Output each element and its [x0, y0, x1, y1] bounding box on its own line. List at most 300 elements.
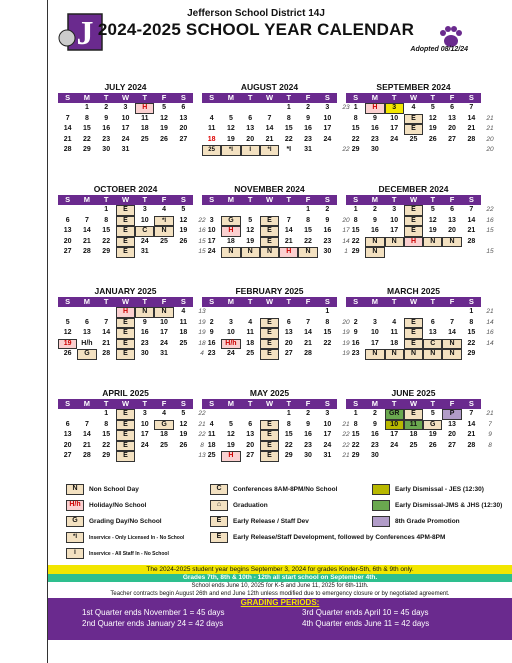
month-title: DECEMBER 2024	[346, 184, 481, 195]
day-cell: E	[260, 441, 279, 452]
day-cell: 12	[227, 125, 235, 132]
legend-early-release-conf: E Early Release/Staff Development, followed by Conferences 4PM-8PM	[210, 532, 445, 543]
weekday-header: S M T W T F S	[58, 297, 193, 307]
day-cell	[202, 307, 221, 318]
day-cell: 26	[179, 441, 188, 449]
day-cell: 17	[160, 329, 168, 336]
day-cell: 10	[371, 329, 379, 336]
weekday-header: S M T W T F S	[346, 399, 481, 409]
day-cell: 1	[104, 410, 109, 417]
day-cell: 12	[179, 216, 188, 224]
legend-non-school: N Non School Day	[66, 484, 139, 495]
day-cell	[174, 451, 193, 462]
day-cell: 7	[65, 114, 70, 122]
grading-q4: 4th Quarter ends June 11 = 42 days	[302, 619, 430, 628]
day-counts: 22 21 22 8 13	[198, 410, 206, 459]
day-cell: 17	[121, 125, 130, 132]
day-cell: 13	[448, 216, 456, 224]
day-cell: 6	[84, 318, 89, 326]
day-cell: N	[365, 237, 384, 248]
day-cell: N	[135, 307, 154, 318]
day-cell: G	[423, 420, 442, 431]
day-cell	[346, 307, 365, 318]
day-cell: 22	[323, 339, 332, 347]
day-cell: E	[116, 349, 135, 360]
day-cell: 8	[353, 420, 358, 428]
weekday-header: S M T W T F S	[58, 195, 193, 205]
day-cell: 26	[160, 135, 168, 143]
day-cell: 7	[469, 206, 474, 213]
day-cell: E	[404, 114, 423, 125]
day-cell: 15	[467, 329, 476, 336]
day-cell: 30	[140, 350, 149, 357]
day-cell	[241, 103, 260, 114]
day-cell	[423, 451, 442, 462]
day-cell: 20	[448, 125, 456, 132]
day-cell: 6	[450, 206, 455, 213]
month-title: AUGUST 2024	[202, 82, 337, 93]
month-7	[202, 286, 337, 360]
day-cell: 8	[325, 318, 330, 326]
day-counts: 22 16 15 15	[486, 206, 494, 255]
day-cell: 27	[179, 135, 188, 143]
day-cell	[279, 205, 298, 216]
day-cell: 25	[207, 452, 216, 459]
day-cell: N	[423, 237, 442, 248]
legend-holiday: H/h Holiday/No School	[66, 500, 146, 511]
day-cell: 16	[351, 339, 360, 347]
day-grid	[346, 307, 481, 360]
day-cell	[404, 247, 423, 258]
weekday-header: S M T W T F S	[202, 93, 337, 103]
day-cell: 13	[179, 114, 188, 122]
day-grid	[346, 103, 481, 156]
day-cell: N	[365, 349, 384, 360]
day-grid	[202, 409, 337, 462]
day-cell: 24	[140, 441, 149, 449]
day-cell: 30	[371, 146, 379, 153]
day-cell: 21	[102, 339, 111, 347]
day-cell: 6	[286, 318, 291, 326]
day-cell	[58, 103, 77, 114]
day-cell: 15	[102, 431, 111, 438]
day-cell: E	[260, 328, 279, 339]
day-cell: 16	[102, 125, 111, 132]
day-cell: E	[260, 430, 279, 441]
day-cell: 23	[304, 441, 312, 449]
day-cell: 10	[140, 420, 149, 428]
day-cell: 15	[284, 431, 293, 438]
day-cell: H	[279, 247, 298, 258]
day-cell	[318, 145, 337, 156]
day-cell: 18	[179, 329, 188, 336]
month-title: JUNE 2025	[346, 388, 481, 399]
day-cell: 26	[179, 237, 188, 245]
day-cell: 23	[102, 135, 111, 143]
legend-early-release: E Early Release / Staff Dev	[210, 516, 309, 527]
day-cell: 11	[207, 431, 216, 438]
day-cell	[260, 103, 279, 114]
day-cell: 16	[140, 329, 149, 336]
day-cell	[58, 409, 77, 420]
weekday-header: S M T W T F S	[346, 93, 481, 103]
day-cell: 27	[63, 248, 72, 255]
day-cell	[241, 409, 260, 420]
day-cell: E	[260, 237, 279, 248]
day-cell: 16	[207, 339, 216, 347]
day-cell: 14	[83, 431, 91, 438]
day-cell: 24	[207, 248, 216, 255]
day-cell: 24	[227, 350, 235, 357]
day-cell: 13	[428, 329, 437, 336]
day-cell: 23	[323, 237, 332, 245]
note-contracts: Teacher contracts begin August 26th and end June 12th unless modified due to emergency closure or by negotiated agreement.	[110, 591, 450, 597]
day-cell: G	[77, 349, 96, 360]
day-cell: 15	[351, 227, 360, 234]
day-cell: H	[221, 226, 240, 237]
day-cell: 4	[392, 318, 397, 326]
legend-promotion: 8th Grade Promotion	[372, 516, 460, 527]
day-cell: 21	[83, 441, 91, 449]
day-grid	[58, 205, 193, 258]
day-cell: 3	[392, 206, 397, 213]
day-cell	[97, 307, 116, 318]
day-cell: 3	[142, 206, 147, 213]
day-cell	[202, 205, 221, 216]
legend-early-dismissal-jes: Early Dismissal - JES (12:30)	[372, 484, 484, 495]
day-counts: 22 16 15 15	[198, 216, 206, 255]
day-cell: 14	[102, 329, 111, 336]
day-cell: 1	[286, 104, 291, 111]
day-cell: 31	[140, 248, 149, 255]
day-cell: 7	[286, 216, 291, 224]
day-cell: 24	[160, 339, 168, 347]
month-title: SEPTEMBER 2024	[346, 82, 481, 93]
day-cell: 1	[353, 410, 358, 417]
day-cell: 8	[353, 216, 358, 224]
day-cell: 13	[63, 431, 72, 438]
day-cell	[241, 307, 260, 318]
day-cell: 29	[83, 146, 91, 153]
day-cell: 24	[390, 441, 399, 449]
day-cell: 14	[284, 227, 293, 234]
day-cell: 7	[84, 216, 89, 224]
day-cell	[462, 451, 481, 462]
day-cell: 3	[209, 216, 214, 224]
day-cell: 8	[286, 420, 291, 428]
day-cell: 10	[390, 114, 399, 122]
day-cell	[404, 145, 423, 156]
day-cell: 6	[430, 318, 435, 326]
day-cell	[298, 307, 317, 318]
day-cell	[135, 145, 154, 156]
day-cell: 29	[351, 452, 360, 459]
day-cell: H	[404, 237, 423, 248]
day-cell: 20	[448, 227, 456, 234]
day-cell	[154, 451, 173, 462]
day-cell	[174, 349, 193, 360]
day-cell: 11	[390, 329, 398, 336]
day-cell: 23	[304, 135, 312, 143]
day-cell	[260, 205, 279, 216]
day-cell: 8	[104, 216, 109, 224]
day-cell: 25	[160, 441, 168, 449]
day-cell: 15	[351, 431, 360, 438]
day-cell	[385, 247, 404, 258]
day-cell: 10	[121, 114, 130, 122]
grading-q3: 3rd Quarter ends April 10 = 45 days	[302, 608, 429, 617]
day-cell: 6	[248, 420, 253, 428]
legend-graduation: ⌂ Graduation	[210, 500, 268, 511]
day-cell: 22	[351, 135, 360, 143]
day-cell: 17	[371, 339, 379, 347]
day-cell: 28	[467, 237, 476, 245]
day-cell	[58, 307, 77, 318]
day-cell: 20	[246, 135, 255, 143]
day-cell: 24	[323, 135, 332, 143]
day-cell	[442, 307, 461, 318]
day-cell: 19	[428, 431, 437, 438]
day-cell: H	[116, 307, 135, 318]
day-cell	[385, 145, 404, 156]
day-cell: 7	[267, 114, 272, 122]
day-cell: 4	[162, 410, 167, 417]
day-cell: E	[116, 216, 135, 227]
day-cell: 16	[323, 227, 332, 234]
day-cell: 24	[323, 441, 332, 449]
day-cell: 13	[246, 431, 255, 438]
day-cell: 17	[390, 125, 399, 132]
day-cell	[221, 103, 240, 114]
day-cell: 26	[428, 135, 437, 143]
day-cell: H	[365, 103, 384, 114]
day-cell: E	[116, 318, 135, 329]
day-cell: 19	[227, 441, 235, 449]
day-counts: 21 7 9 8	[486, 410, 494, 449]
day-cell: 14	[63, 125, 72, 132]
day-cell: 22	[284, 135, 293, 143]
day-cell: 7	[84, 420, 89, 428]
grading-q1: 1st Quarter ends November 1 = 45 days	[82, 608, 225, 617]
day-counts: 20 19 19 19	[342, 318, 350, 357]
day-cell: 22	[304, 237, 312, 245]
day-cell	[442, 145, 461, 156]
day-cell: 17	[390, 227, 399, 234]
weekday-header: S M T W T F S	[58, 93, 193, 103]
day-cell	[221, 307, 240, 318]
day-cell: 12	[160, 114, 168, 122]
adopted-date: Adopted 08/12/24	[410, 46, 468, 53]
day-cell: 2	[325, 206, 330, 213]
day-cell: 29	[351, 146, 360, 153]
day-cell: 9	[142, 318, 147, 326]
day-cell: H/h	[81, 339, 93, 347]
day-cell: 6	[65, 420, 70, 428]
day-cell: 18	[140, 125, 149, 132]
day-cell: GR	[385, 409, 404, 420]
day-cell	[154, 247, 173, 258]
day-cell	[202, 409, 221, 420]
day-cell: E	[404, 328, 423, 339]
day-cell: 10	[227, 329, 235, 336]
day-cell: E	[404, 216, 423, 227]
day-cell: 27	[246, 452, 255, 459]
day-cell: 14	[448, 329, 456, 336]
day-cell: 4	[248, 318, 253, 326]
day-cell: 7	[469, 410, 474, 417]
day-cell: 15	[323, 329, 332, 336]
day-cell: 4	[181, 308, 186, 315]
day-cell: 20	[448, 431, 456, 438]
day-cell: 8	[306, 216, 311, 224]
month-title: APRIL 2025	[58, 388, 193, 399]
day-cell: 19	[58, 339, 77, 350]
day-cell: 8	[286, 114, 291, 122]
month-title: OCTOBER 2024	[58, 184, 193, 195]
day-cell: E	[116, 237, 135, 248]
day-cell: 29	[284, 452, 293, 459]
month-8	[346, 286, 481, 360]
day-cell: 12	[428, 114, 437, 122]
day-cell: 2	[306, 104, 311, 111]
day-cell: 25	[179, 339, 188, 347]
day-cell: 5	[228, 114, 233, 122]
day-cell: 19	[227, 135, 235, 143]
day-cell: E	[404, 124, 423, 135]
note-start: The 2024-2025 student year begins September 3, 2024 for grades Kinder-5th, 6th & 9th only.	[48, 565, 512, 574]
day-cell: 14	[83, 227, 91, 234]
weekday-header: S M T W T F S	[202, 297, 337, 307]
day-cell: 3	[325, 104, 330, 111]
day-cell: E	[260, 226, 279, 237]
day-cell: E	[116, 328, 135, 339]
month-1	[202, 82, 337, 156]
day-cell: 21	[265, 135, 274, 143]
graduation-cap-icon: ⌂	[210, 500, 228, 511]
month-title: MAY 2025	[202, 388, 337, 399]
month-9	[58, 388, 193, 462]
day-cell: 28	[304, 350, 312, 357]
day-cell: 21	[304, 339, 312, 347]
day-cell: H	[221, 451, 240, 462]
day-cell: 17	[323, 125, 332, 132]
day-cell: 9	[325, 216, 330, 224]
day-cell: 10	[207, 227, 216, 234]
day-cell	[174, 247, 193, 258]
day-cell: 14	[265, 125, 274, 132]
day-cell: 1	[353, 104, 358, 111]
day-cell	[241, 205, 260, 216]
day-cell: E	[260, 451, 279, 462]
day-cell: 22	[351, 441, 360, 449]
day-cell: 15	[351, 125, 360, 132]
day-cell: 22	[467, 339, 476, 347]
month-5	[346, 184, 481, 258]
day-cell: 18	[160, 431, 168, 438]
day-cell: 5	[248, 216, 253, 224]
day-cell: 9	[209, 329, 214, 336]
day-cell: P	[442, 409, 461, 420]
day-cell: 1	[353, 206, 358, 213]
day-cell: 31	[304, 146, 312, 153]
day-cell: 10	[140, 216, 149, 224]
day-cell: 14	[467, 114, 476, 122]
page-title: 2024-2025 SCHOOL YEAR CALENDAR	[97, 20, 415, 39]
day-cell: 19	[428, 125, 437, 132]
day-cell	[260, 409, 279, 420]
day-cell: G	[221, 216, 240, 227]
day-cell	[154, 145, 173, 156]
day-cell: 29	[467, 350, 476, 357]
day-cell: 2	[209, 318, 214, 326]
day-cell	[174, 145, 193, 156]
day-cell: 19	[246, 237, 255, 245]
day-cell: 5	[430, 206, 435, 213]
day-cell: 15	[284, 125, 293, 132]
day-cell: *I	[154, 216, 173, 227]
day-cell: 3	[142, 410, 147, 417]
day-cell: 6	[65, 216, 70, 224]
day-cell: 1	[84, 104, 89, 111]
day-counts: 23 22	[342, 104, 350, 153]
day-counts: 21 21 20 20	[486, 114, 494, 153]
day-cell: E	[116, 409, 135, 420]
day-cell: 13	[83, 329, 91, 336]
day-cell: 13	[448, 420, 456, 428]
day-cell: 11	[179, 318, 188, 326]
legend-conferences: C Conferences 8AM-8PM/No School	[210, 484, 337, 495]
day-cell: 5	[65, 318, 70, 326]
day-cell: 28	[102, 350, 111, 357]
day-cell: 28	[83, 452, 91, 459]
day-cell: 11	[141, 114, 149, 122]
day-cell: 2	[372, 206, 377, 213]
day-cell	[202, 103, 221, 114]
day-cell: 13	[448, 114, 456, 122]
weekday-header: S M T W T F S	[346, 195, 481, 205]
day-cell: 28	[63, 146, 72, 153]
day-counts: 13 19 19 18 4	[198, 308, 206, 357]
day-cell: 2	[104, 104, 109, 111]
weekday-header: S M T W T F S	[202, 399, 337, 409]
day-cell: 3	[123, 104, 128, 111]
day-cell: 12	[179, 420, 188, 428]
day-cell: 25	[409, 135, 418, 143]
day-cell: 18	[390, 339, 399, 347]
day-grid	[346, 409, 481, 462]
day-cell: 23	[140, 339, 149, 347]
day-cell: C	[135, 226, 154, 237]
weekday-header: S M T W T F S	[346, 297, 481, 307]
month-6	[58, 286, 193, 360]
day-cell	[221, 409, 240, 420]
day-cell: 22	[351, 237, 360, 245]
day-cell: 15	[83, 125, 91, 132]
day-grid	[346, 205, 481, 258]
day-cell: 28	[83, 248, 91, 255]
day-cell: 20	[284, 339, 293, 347]
day-cell	[221, 205, 240, 216]
day-cell: 22	[102, 441, 111, 449]
day-cell: 6	[450, 104, 455, 111]
day-cell	[385, 451, 404, 462]
grading-periods	[48, 598, 512, 640]
day-cell: 30	[371, 452, 379, 459]
day-cell: E	[116, 339, 135, 350]
day-cell: 29	[102, 248, 111, 255]
day-cell: N	[385, 237, 404, 248]
day-cell: 9	[104, 114, 109, 122]
